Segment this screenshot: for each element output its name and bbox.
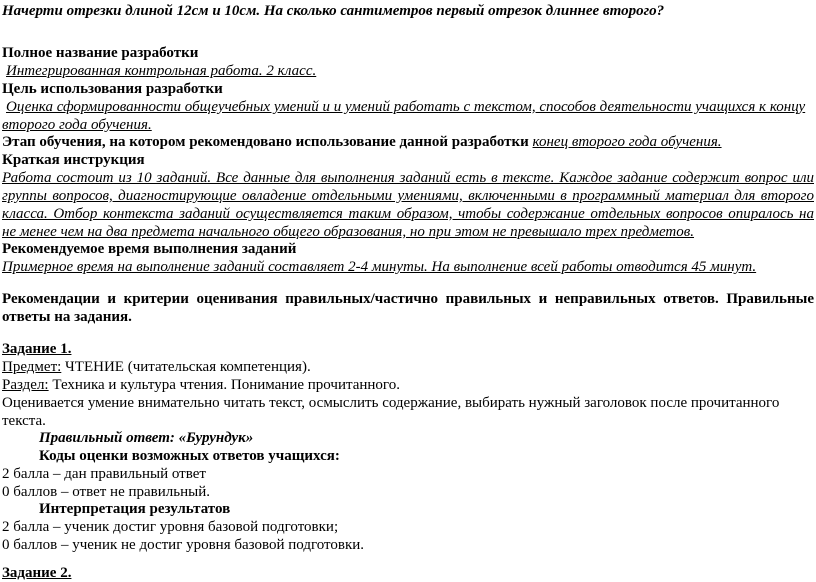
subject-value: ЧТЕНИЕ (читательская компетенция). <box>61 359 311 375</box>
task1-interp-title: Интерпретация результатов <box>39 501 231 517</box>
instruction-line-4: не менее чем на два предмета начального общего образования, но при этом не превышало трех предметов. <box>2 224 695 240</box>
instruction-line-3: класса. Отбор контекста заданий осуществляется таким образом, чтобы содержание отдельных вопросов опиралось на <box>2 206 814 222</box>
criteria-line-2: ответы на задания. <box>2 309 132 325</box>
dev-name-value: Интегрированная контрольная работа. 2 класс. <box>6 63 317 79</box>
stage-label: Этап обучения, на котором рекомендовано использование данной разработки <box>2 134 529 150</box>
task1-assess-line-1: Оценивается умение внимательно читать текст, осмыслить содержание, выбирать нужный заголовок после прочитанного <box>2 395 780 411</box>
task1-interp-2: 2 балла – ученик достиг уровня базовой подготовки; <box>2 519 339 535</box>
task2-title: Задание 2. <box>2 565 72 581</box>
time-label: Рекомендуемое время выполнения заданий <box>2 241 297 257</box>
instruction-label: Краткая инструкция <box>2 152 145 168</box>
task1-interp-0: 0 баллов – ученик не достиг уровня базовой подготовки. <box>2 537 365 553</box>
instruction-line-2: группы вопросов, диагностирующие овладение отдельными умениями, включенными в программный материал для второго <box>2 188 814 204</box>
purpose-line-1: Оценка сформированности общеучебных умений и и умений работать с текстом, способов деятельности учащихся к концу <box>6 99 806 115</box>
section-label: Раздел: <box>2 377 49 393</box>
task1-codes-title: Коды оценки возможных ответов учащихся: <box>39 448 340 464</box>
task1-code-0: 0 баллов – ответ не правильный. <box>2 484 210 500</box>
purpose-line-2: второго года обучения. <box>2 117 152 133</box>
dev-name-label: Полное название разработки <box>2 45 199 61</box>
task1-title: Задание 1. <box>2 341 72 357</box>
task1-code-2: 2 балла – дан правильный ответ <box>2 466 206 482</box>
task1-correct-answer: Правильный ответ: «Бурундук» <box>39 430 254 446</box>
instruction-line-1: Работа состоит из 10 заданий. Все данные для выполнения заданий есть в тексте. Каждое задание содержит вопрос или <box>2 170 814 186</box>
task1-section <box>2 376 400 394</box>
stage-line <box>2 133 722 151</box>
task1-assess-line-2: текста. <box>2 413 46 429</box>
subject-label: Предмет: <box>2 359 62 375</box>
section-value: Техника и культура чтения. Понимание прочитанного. <box>48 377 400 393</box>
task-header: Начерти отрезки длиной 12см и 10см. На сколько сантиметров первый отрезок длиннее второго? <box>2 3 665 19</box>
criteria-line-1: Рекомендации и критерии оценивания правильных/частично правильных и неправильных ответов. Правильные <box>2 291 814 307</box>
stage-value: конец второго года обучения. <box>532 134 722 150</box>
task1-subject <box>2 358 311 376</box>
purpose-label: Цель использования разработки <box>2 81 223 97</box>
time-value: Примерное время на выполнение заданий составляет 2-4 минуты. На выполнение всей работы отводится 45 минут. <box>2 259 757 275</box>
